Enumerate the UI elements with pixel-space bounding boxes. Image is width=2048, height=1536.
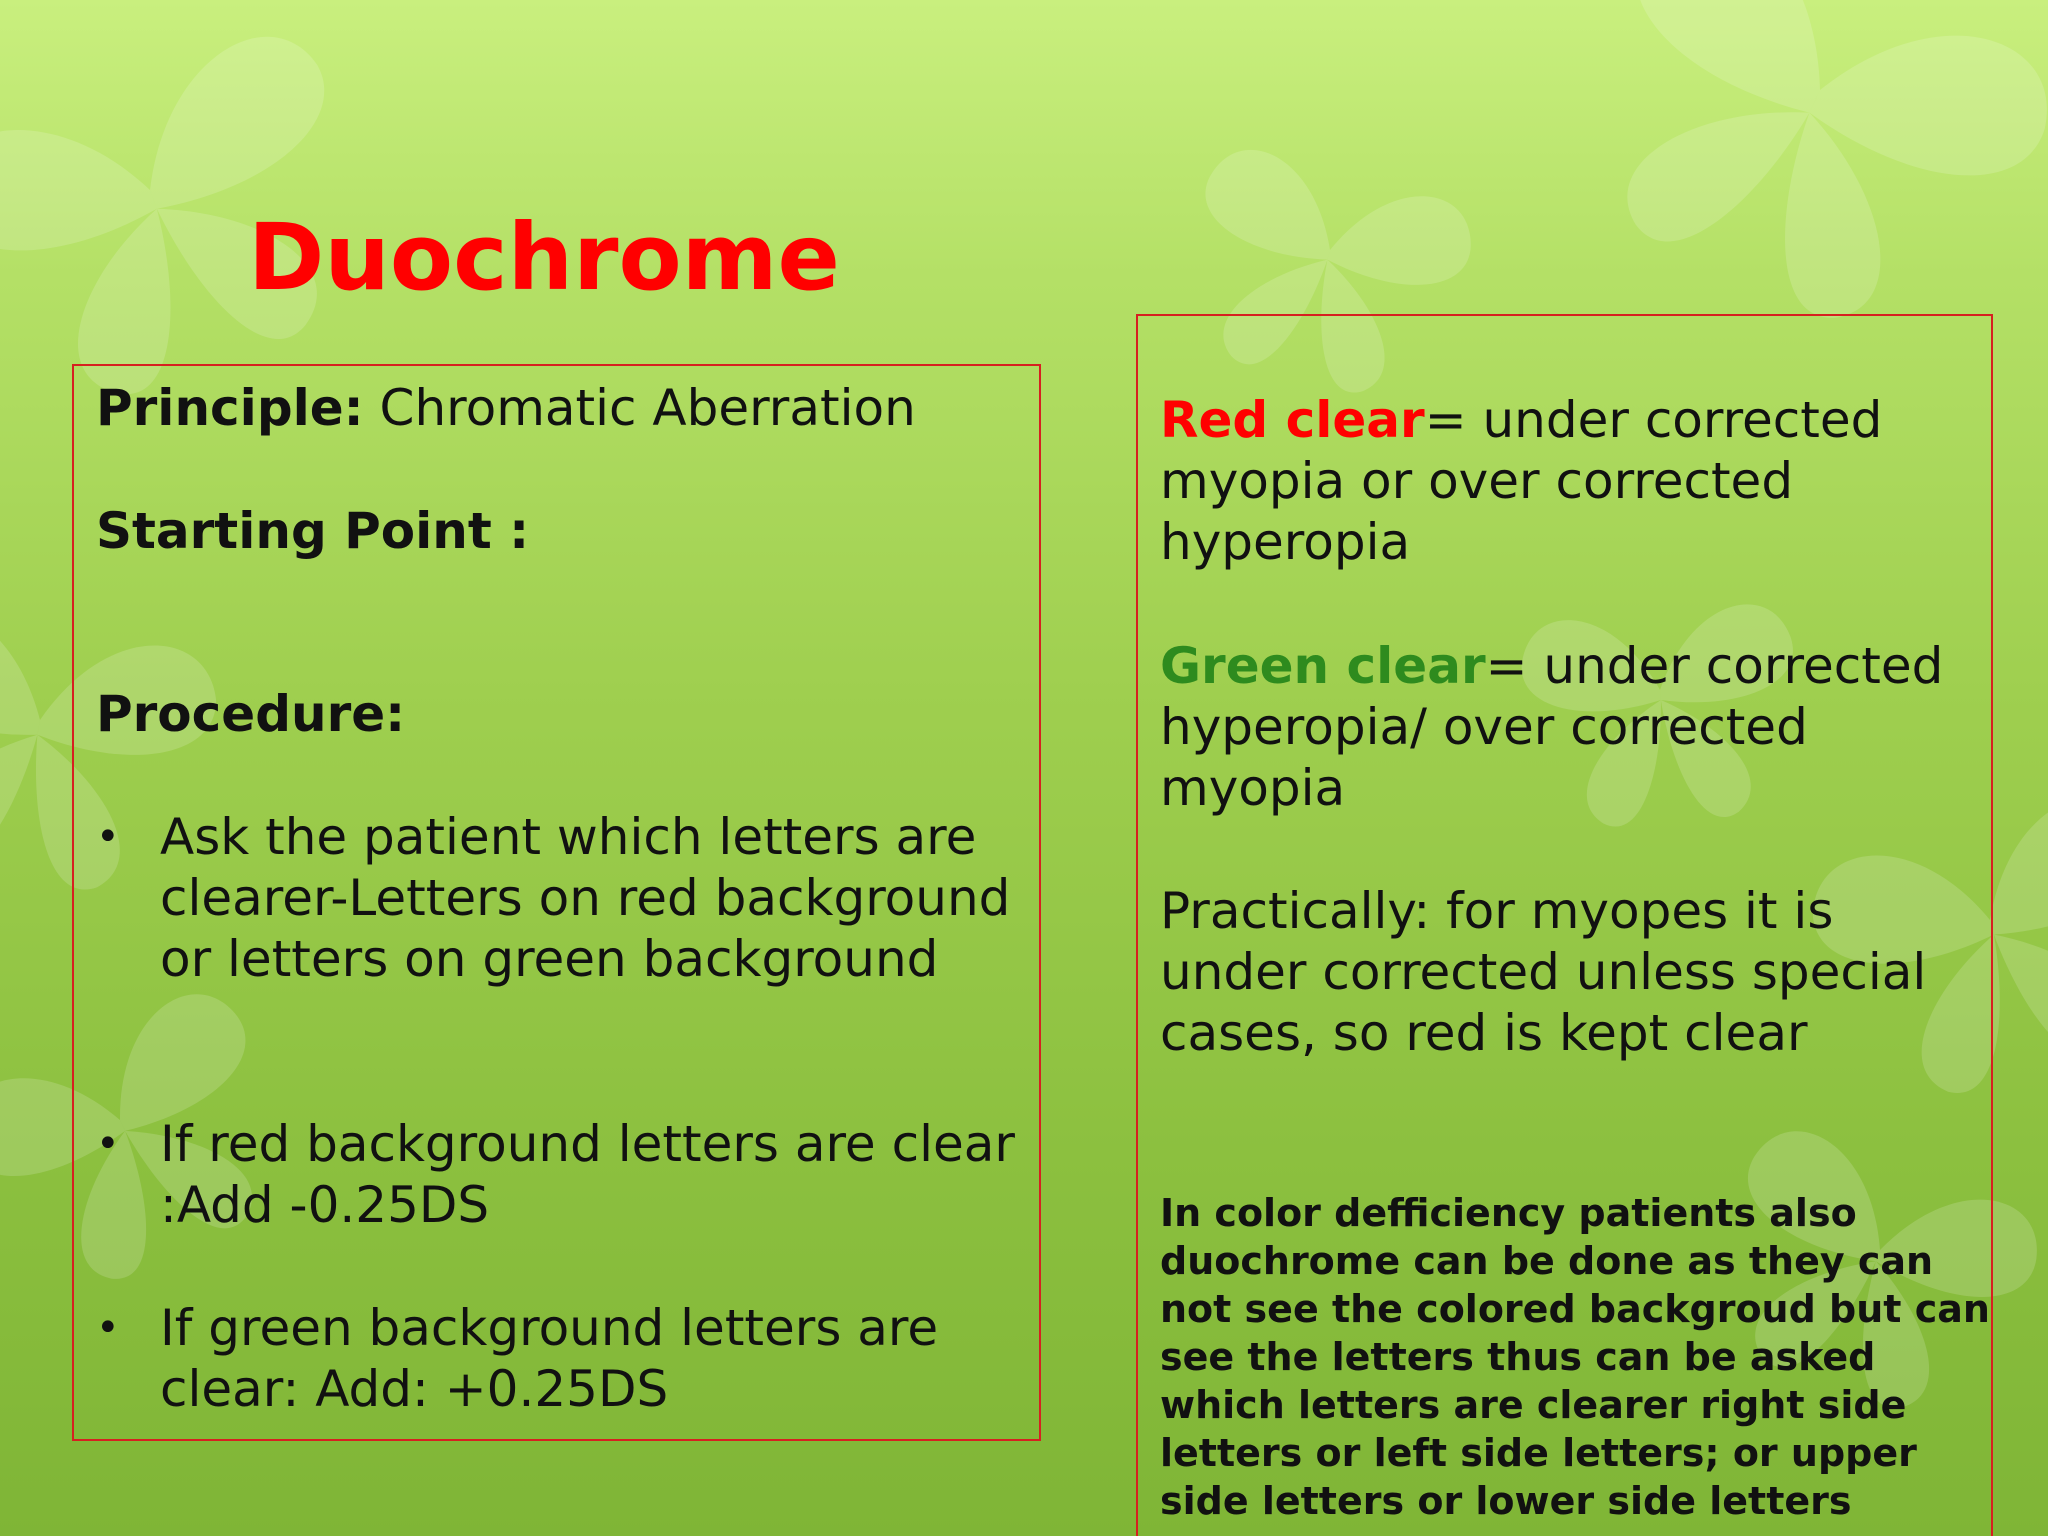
red-clear-term: Red clear [1160, 391, 1425, 449]
green-clear-text: = under corrected hyperopia/ over corrected myopia [1160, 637, 1944, 817]
principle-value: Chromatic Aberration [363, 379, 916, 437]
principle-line [96, 378, 916, 439]
color-deficiency-note: In color defficiency patients also duochrome can be done as they can not see the colored backgroud but can see the letters thus can be asked which letters are clearer right side letters or left side letters; or upper side letters or lower side letters [1160, 1191, 1990, 1523]
starting-point-label: Starting Point : [96, 502, 530, 560]
bullet-icon: • [96, 814, 120, 860]
list-item [96, 1298, 1036, 1420]
bullet-icon: • [96, 1121, 120, 1167]
procedure-panel [72, 364, 1041, 1441]
principle-label: Principle: [96, 379, 364, 437]
interpretation-panel [1136, 314, 1993, 1536]
slide-title: Duochrome [248, 204, 840, 311]
green-clear-term: Green clear [1160, 637, 1486, 695]
list-item [96, 1114, 1036, 1236]
practically-paragraph: Practically: for myopes it is under corrected unless special cases, so red is kept clear [1160, 882, 1927, 1062]
bullet-icon: • [96, 1305, 120, 1351]
red-clear-text: = under corrected myopia or over corrected hyperopia [1160, 391, 1883, 571]
green-clear-paragraph [1160, 636, 1990, 819]
red-clear-paragraph [1160, 390, 1990, 573]
bullet-text: If green background letters are clear: Add: +0.25DS [160, 1299, 939, 1418]
list-item [96, 807, 1036, 1051]
bullet-text: If red background letters are clear :Add -0.25DS [160, 1115, 1015, 1234]
procedure-label: Procedure: [96, 685, 406, 743]
bullet-text: Ask the patient which letters are clearer-Letters on red background or letters on green background [160, 808, 1011, 988]
